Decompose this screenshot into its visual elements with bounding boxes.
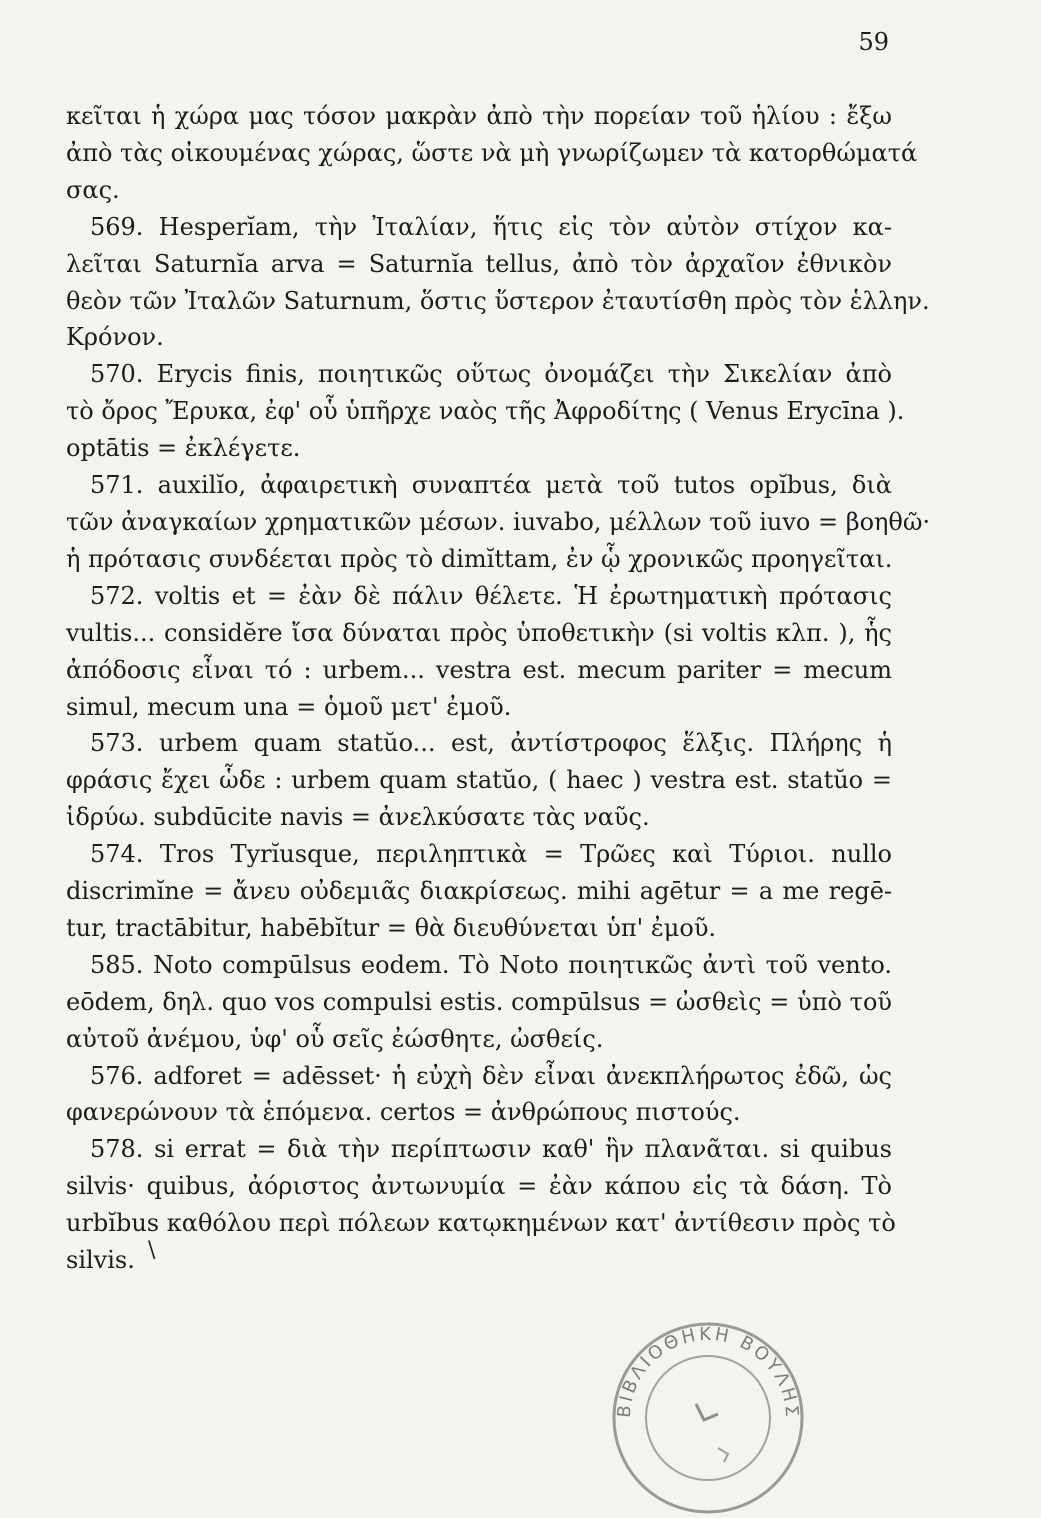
text-line: tur, tractābitur, habēbĭtur = θὰ διευθύνεται ὑπ' ἐμοῦ. [66, 913, 717, 942]
text-line: 573. urbem quam statŭo... est, ἀντίστροφος ἕλξις. Πλήρης ἡ [90, 729, 892, 758]
text-line: eōdem, δηλ. quo vos compulsi estis. compūlsus = ὠσθεὶς = ὑπὸ τοῦ [66, 987, 892, 1016]
text-line: 576. adforet = adēsset· ἡ εὐχὴ δὲν εἶναι ἀνεκπλήρωτος ἐδῶ, ὡς [90, 1061, 892, 1090]
text-line: ἀπὸ τὰς οἰκουμένας χώρας, ὥστε νὰ μὴ γνωρίζωμεν τὰ κατορθώματά [66, 138, 918, 167]
text-line: φανερώνουν τὰ ἑπόμενα. certos = ἀνθρώπους πιστούς. [66, 1098, 741, 1127]
text-line: vultis... considĕre ἴσα δύναται πρὸς ὑποθετικὴν (si voltis κλπ. ), ἧς [66, 618, 892, 647]
text-line: σας. [66, 175, 120, 204]
text-line: 578. si errat = διὰ τὴν περίπτωσιν καθ' ἣν πλανᾶται. si quibus [90, 1135, 892, 1164]
text-line: ἀπόδοσις εἶναι τό : urbem... vestra est. mecum pariter = mecum [66, 655, 892, 684]
text-line: 569. Hesperĭam, τὴν Ἰταλίαν, ἥτις εἰς τὸν αὐτὸν στίχον κα- [90, 212, 892, 241]
svg-text:ΒΙΒΛΙΟΘΗΚΗ ΒΟΥΛΗΣ [614, 1324, 803, 1420]
text-line: Κρόνον. [66, 323, 164, 352]
text-line: τῶν ἀναγκαίων χρηματικῶν μέσων. iuvabo, μέλλων τοῦ iuvo = βοηθῶ· [66, 507, 931, 536]
text-line: urbĭbus καθόλου περὶ πόλεων κατῳκημένων κατ' ἀντίθεσιν πρὸς τὸ [66, 1209, 896, 1238]
text-line: 574. Tros Tyrĭusque, περιληπτικὰ = Τρῶες καὶ Τύριοι. nullo [90, 840, 892, 869]
text-line: ἡ πρότασις συνδέεται πρὸς τὸ dimĭttam, ἐν ᾧ χρονικῶς προηγεῖται. [66, 544, 893, 573]
text-line: θεὸν τῶν Ἰταλῶν Saturnum, ὅστις ὕστερον ἐταυτίσθη πρὸς τὸν ἑλλην. [66, 286, 930, 315]
text-line: simul, mecum una = ὁμοῦ μετ' ἐμοῦ. [66, 692, 512, 721]
text-line: αὐτοῦ ἀνέμου, ὑφ' οὗ σεῖς ἐώσθητε, ὠσθείς. [66, 1024, 604, 1053]
text-line: discrimĭne = ἄνευ οὐδεμιᾶς διακρίσεως. mihi agētur = a me regē- [66, 877, 892, 906]
text-line: τὸ ὄρος Ἔρυκα, ἐφ' οὗ ὑπῆρχε ναὸς τῆς Ἀφροδίτης ( Venus Erycīna ). [66, 397, 905, 426]
text-line: silvis. [66, 1246, 135, 1275]
text-line: λεῖται Saturnĭa arva = Saturnĭa tellus, ἀπὸ τὸν ἀρχαῖον ἐθνικὸν [66, 249, 892, 278]
text-line: 570. Erycis finis, ποιητικῶς οὕτως ὀνομάζει τὴν Σικελίαν ἀπὸ [90, 360, 892, 389]
text-line: φράσις ἔχει ὧδε : urbem quam statŭo, ( haec ) vestra est. statŭo = [66, 766, 892, 795]
text-line: optātis = ἐκλέγετε. [66, 434, 301, 463]
text-line: 572. voltis et = ἐὰν δὲ πάλιν θέλετε. Ἡ ἐρωτηματικὴ πρότασις [90, 581, 892, 610]
page-number: 59 [858, 28, 889, 56]
pen-mark: \ [148, 1238, 156, 1263]
text-line: 571. auxilĭo, ἀφαιρετικὴ συναπτέα μετὰ τοῦ tutos opĭbus, διὰ [90, 471, 892, 500]
text-line: 585. Noto compūlsus eodem. Τὸ Noto ποιητικῶς ἀντὶ τοῦ vento. [90, 950, 892, 979]
library-stamp [608, 1318, 808, 1518]
text-line: silvis· quibus, ἀόριστος ἀντωνυμία = ἐὰν κάπου εἰς τὰ δάση. Τὸ [66, 1172, 892, 1201]
body-text [66, 98, 931, 1279]
text-line: κεῖται ἡ χώρα μας τόσον μακρὰν ἀπὸ τὴν πορείαν τοῦ ἡλίου : ἔξω [66, 102, 892, 130]
stamp-text: ΒΙΒΛΙΟΘΗΚΗ ΒΟΥΛΗΣ [613, 1323, 803, 1421]
text-line: ἱδρύω. subdūcite navis = ἀνελκύσατε τὰς ναῦς. [66, 803, 650, 832]
